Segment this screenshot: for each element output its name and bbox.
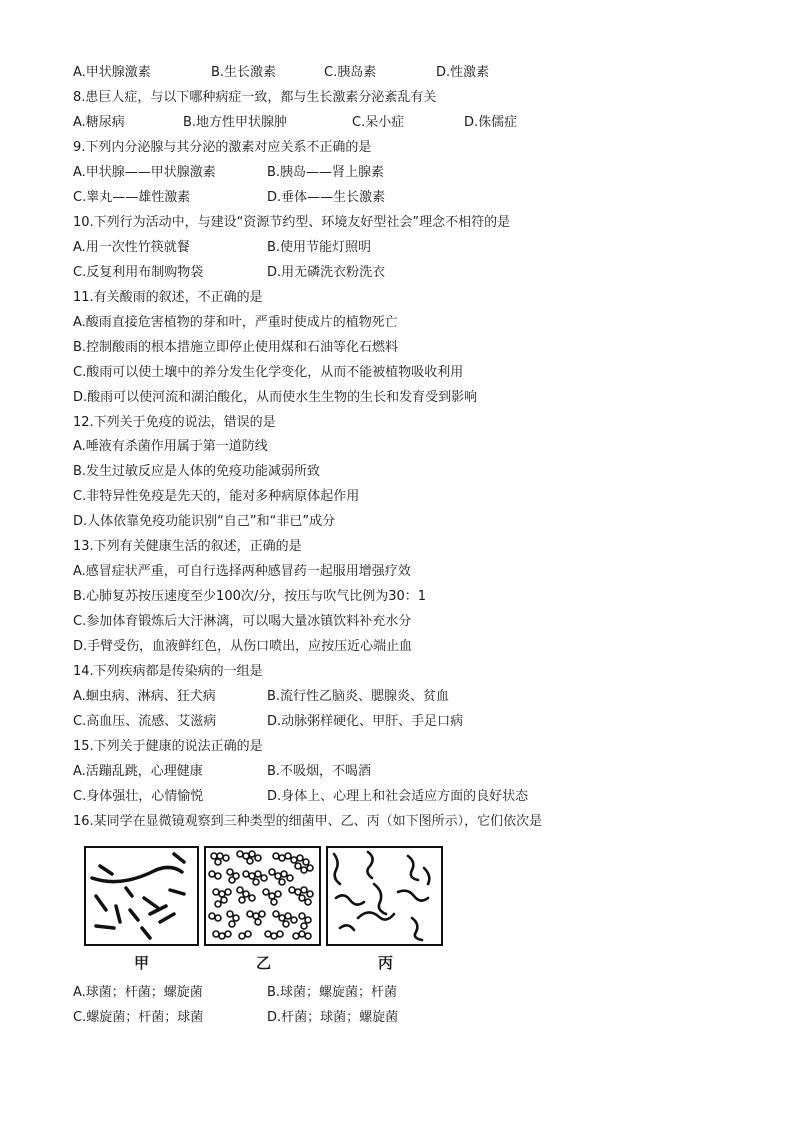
figure-label-yi: 乙 [256, 954, 272, 972]
q16-option-a: A.球菌；杆菌；螺旋菌 [73, 985, 203, 1000]
q8-option-d: D.侏儒症 [464, 115, 518, 130]
q9-option-a: A.甲状腺——甲状腺激素 [73, 165, 216, 180]
cocci-bacteria-drawing [206, 848, 318, 943]
q15-option-b: B.不吸烟，不喝酒 [267, 764, 372, 779]
q14-option-c: C.高血压、流感、艾滋病 [73, 714, 217, 729]
q13-option-a: A.感冒症状严重，可自行选择两种感冒药一起服用增强疗效 [73, 564, 411, 579]
q11-option-b: B.控制酸雨的根本措施立即停止使用煤和石油等化石燃料 [73, 340, 399, 355]
bacteria-box-jia [84, 846, 199, 946]
q11-option-d: D.酸雨可以使河流和湖泊酸化，从而使水生生物的生长和发育受到影响 [73, 390, 478, 405]
q9-option-d: D.垂体——生长激素 [267, 190, 386, 205]
q7-option-c: C.胰岛素 [324, 65, 377, 80]
q13-option-d: D.手臂受伤，血液鲜红色，从伤口喷出，应按压近心端止血 [73, 639, 413, 654]
q7-option-d: D.性激素 [436, 65, 490, 80]
q16-option-d: D.杆菌；球菌；螺旋菌 [267, 1010, 399, 1025]
q8-stem: 8.患巨人症，与以下哪种病症一致，都与生长激素分泌紊乱有关 [73, 90, 437, 105]
spiral-bacteria-drawing [328, 848, 440, 943]
q7-option-a: A.甲状腺激素 [73, 65, 151, 80]
q10-option-c: C.反复利用布制购物袋 [73, 265, 204, 280]
q10-stem: 10.下列行为活动中，与建设“资源节约型、环境友好型社会”理念不相符的是 [73, 215, 511, 230]
q8-option-a: A.糖尿病 [73, 115, 125, 130]
q8-option-b: B.地方性甲状腺肿 [183, 115, 288, 130]
figure-label-jia: 甲 [134, 954, 150, 972]
q11-option-a: A.酸雨直接危害植物的芽和叶，严重时使成片的植物死亡 [73, 315, 398, 330]
q13-option-b: B.心肺复苏按压速度至少100次/分，按压与吹气比例为30：1 [73, 589, 427, 604]
q15-stem: 15.下列关于健康的说法正确的是 [73, 739, 263, 754]
q9-stem: 9.下列内分泌腺与其分泌的激素对应关系不正确的是 [73, 140, 372, 155]
q14-option-d: D.动脉粥样硬化、甲肝、手足口病 [267, 714, 464, 729]
q10-option-b: B.使用节能灯照明 [267, 240, 372, 255]
q8-option-c: C.呆小症 [352, 115, 405, 130]
q12-option-d: D.人体依靠免疫功能识别“自己”和“非已”成分 [73, 514, 336, 529]
q12-stem: 12.下列关于免疫的说法，错误的是 [73, 415, 276, 430]
q14-option-b: B.流行性乙脑炎、腮腺炎、贫血 [267, 689, 450, 704]
q13-option-c: C.参加体育锻炼后大汗淋漓，可以喝大量冰镇饮料补充水分 [73, 614, 412, 629]
q14-option-a: A.蛔虫病、淋病、狂犬病 [73, 689, 216, 704]
q9-option-c: C.睾丸——雄性激素 [73, 190, 191, 205]
q12-option-a: A.唾液有杀菌作用属于第一道防线 [73, 439, 268, 454]
q11-stem: 11.有关酸雨的叙述，不正确的是 [73, 290, 263, 305]
q13-stem: 13.下列有关健康生活的叙述，正确的是 [73, 539, 302, 554]
q12-option-c: C.非特异性免疫是先天的，能对多种病原体起作用 [73, 489, 360, 504]
rod-bacteria-drawing [86, 848, 196, 943]
q16-option-c: C.螺旋菌；杆菌；球菌 [73, 1010, 204, 1025]
bacteria-box-yi [204, 846, 321, 946]
q7-option-b: B.生长激素 [211, 65, 277, 80]
q10-option-d: D.用无磷洗衣粉洗衣 [267, 265, 386, 280]
q16-stem: 16.某同学在显微镜观察到三种类型的细菌甲、乙、丙（如下图所示），它们依次是 [73, 814, 543, 829]
q15-option-a: A.活蹦乱跳，心理健康 [73, 764, 203, 779]
q14-stem: 14.下列疾病都是传染病的一组是 [73, 664, 263, 679]
q9-option-b: B.胰岛——肾上腺素 [267, 165, 385, 180]
q15-option-c: C.身体强壮，心情愉悦 [73, 789, 204, 804]
q15-option-d: D.身体上、心理上和社会适应方面的良好状态 [267, 789, 529, 804]
q12-option-b: B.发生过敏反应是人体的免疫功能减弱所致 [73, 464, 321, 479]
q10-option-a: A.用一次性竹筷就餐 [73, 240, 190, 255]
figure-label-bing: 丙 [378, 954, 394, 972]
q11-option-c: C.酸雨可以使土壤中的养分发生化学变化，从而不能被植物吸收利用 [73, 365, 464, 380]
q16-option-b: B.球菌；螺旋菌；杆菌 [267, 985, 398, 1000]
bacteria-box-bing [326, 846, 443, 946]
